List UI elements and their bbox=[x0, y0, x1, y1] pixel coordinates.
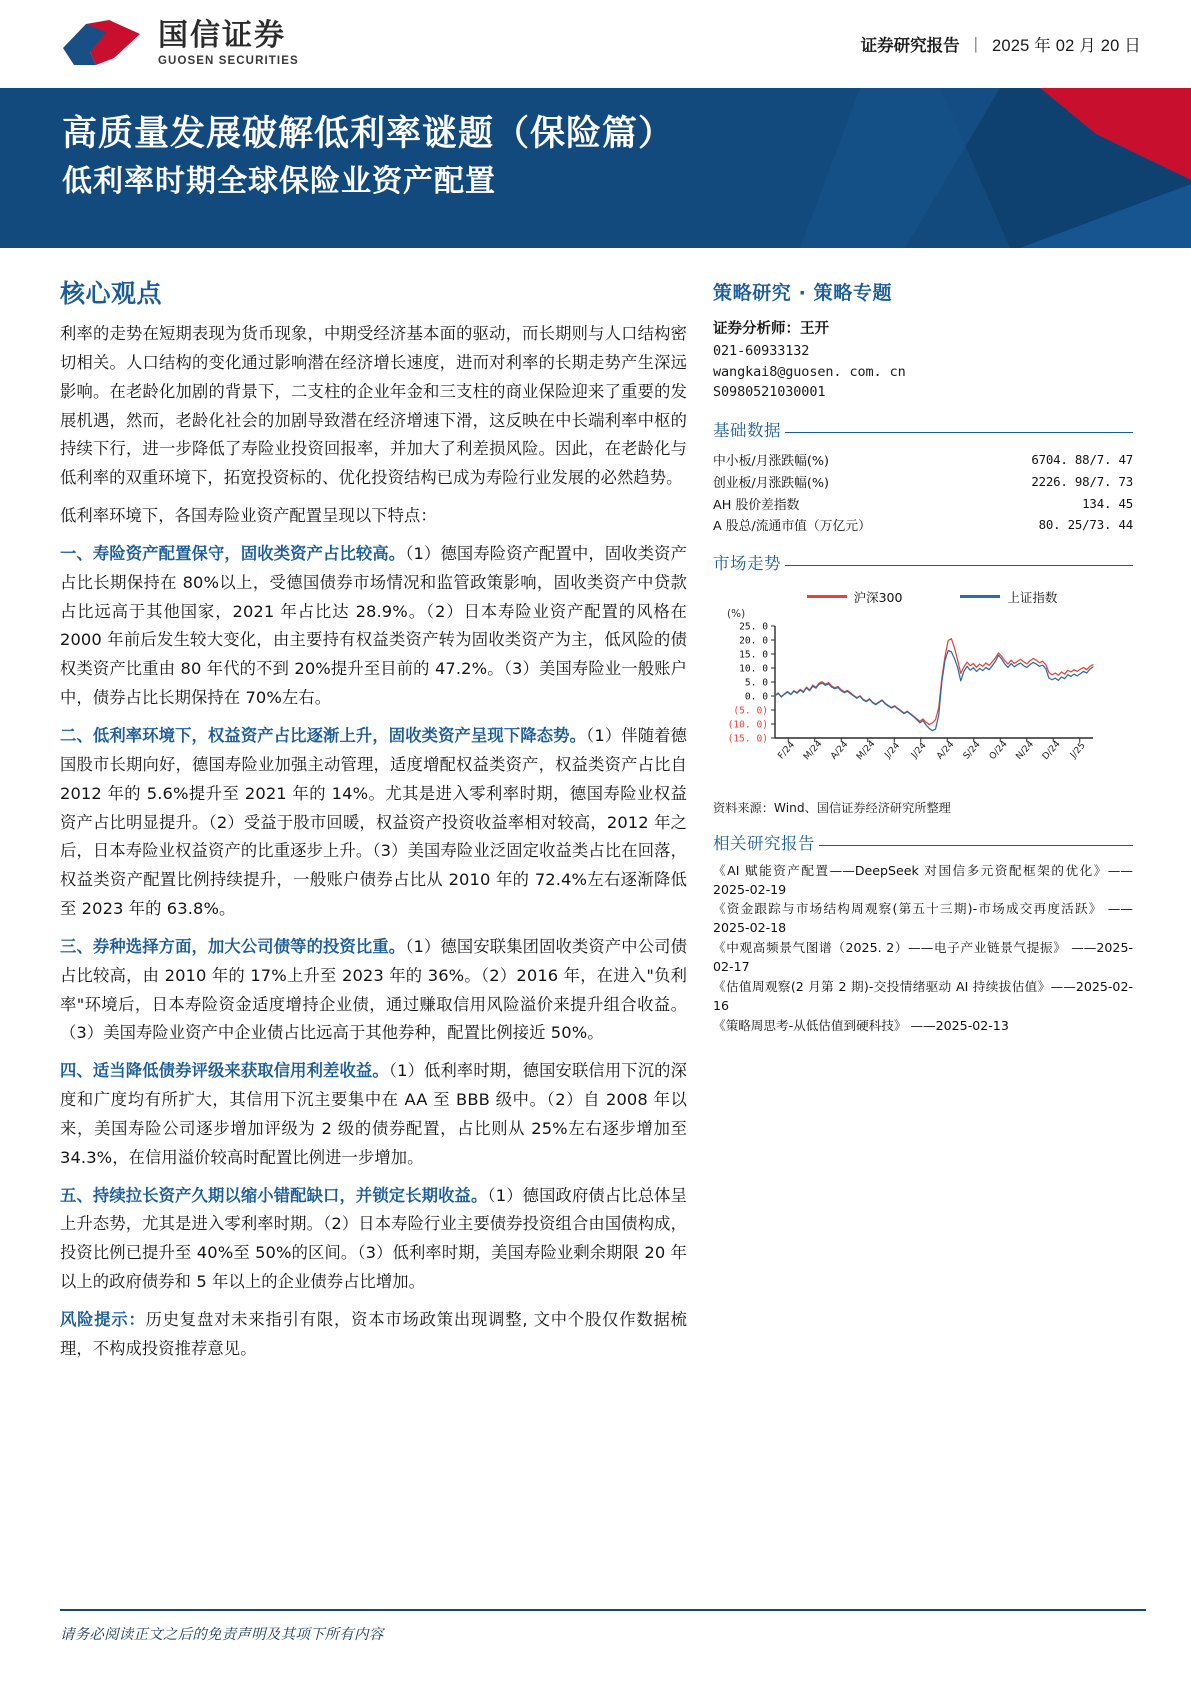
table-row bbox=[713, 449, 1133, 471]
market-trend-chart bbox=[713, 588, 1133, 793]
list-item[interactable]: 《策略周思考-从低估值到硬科技》 ——2025-02-13 bbox=[713, 1017, 1009, 1033]
svg-text:(5. 0): (5. 0) bbox=[733, 705, 768, 717]
report-date: 2025 年 02 月 20 日 bbox=[991, 37, 1141, 55]
core-viewpoint-heading: 核心观点 bbox=[60, 279, 163, 308]
page-footer bbox=[60, 1609, 1146, 1644]
market-trend-header bbox=[713, 550, 1133, 574]
sidebar-column bbox=[713, 274, 1133, 1373]
point-paragraph-4 bbox=[60, 1057, 687, 1172]
chart-source-note: 资料来源：Wind、国信证券经济研究所整理 bbox=[713, 800, 951, 815]
report-type-label: 证券研究报告 bbox=[860, 37, 960, 55]
main-column bbox=[60, 274, 687, 1373]
svg-text:A/24: A/24 bbox=[935, 739, 957, 762]
basic-data-table bbox=[713, 449, 1133, 536]
brand-name-cn: 国信证券 bbox=[158, 17, 286, 53]
svg-text:20. 0: 20. 0 bbox=[739, 635, 768, 647]
svg-text:M/24: M/24 bbox=[802, 738, 825, 762]
svg-text:M/24: M/24 bbox=[855, 738, 878, 762]
page-header bbox=[0, 0, 1191, 88]
lead-in-paragraph: 低利率环境下，各国寿险业资产配置呈现以下特点： bbox=[60, 506, 437, 526]
research-category: 策略研究 · 策略专题 bbox=[713, 282, 893, 304]
page-content bbox=[0, 248, 1191, 1373]
point-body-3: （1）德国安联集团固收类资产中公司债占比较高，由 2010 年的 17%上升至 2023 年的 36%。（2）2016 年，在进入"负利率"环境后，日本寿险资金适度增持企业债，通过赚取信用风险溢价来提升组合收益。（3）美国寿险业资产中企业债占比远高于其他券种，配置比例接近 50%。 bbox=[60, 936, 687, 1043]
analyst-email[interactable]: wangkai8@guosen. com. cn bbox=[713, 363, 906, 380]
risk-warning-paragraph bbox=[60, 1306, 687, 1364]
basic-data-value-3: 80. 25/73. 44 bbox=[1038, 517, 1133, 533]
risk-warning-body: 历史复盘对未来指引有限，资本市场政策出现调整, 文中个股仅作数据梳理，不构成投资推荐意见。 bbox=[60, 1310, 687, 1358]
point-body-1: （1）德国寿险资产配置中，固收类资产占比长期保持在 80%以上，受德国债券市场情况和监管政策影响，固收类资产中贷款占比远高于其他国家，2021 年占比达 28.9%。（2）日本寿险业资产配置的风格在 2000 年前后发生较大变化，由主要持有权益类资产转为固收类资产为主，低风险的债权类资产比重由 80 年代的不到 20%提升至目前的 47.2%。（3）美国寿险业一般账户中，债券占比长期保持在 70%左右。 bbox=[60, 543, 687, 708]
trend-line-chart bbox=[713, 620, 1103, 788]
basic-data-header bbox=[713, 417, 1133, 441]
guosen-logo-icon bbox=[60, 18, 144, 70]
related-reports-header bbox=[713, 830, 1133, 854]
table-row bbox=[713, 514, 1133, 536]
legend-label-hs300: 沪深300 bbox=[853, 589, 903, 605]
point-paragraph-1 bbox=[60, 540, 687, 713]
legend-item-sse bbox=[960, 588, 1057, 606]
point-lead-1: 一、寿险资产配置保守，固收类资产占比较高。 bbox=[60, 543, 406, 563]
brand-logo bbox=[60, 18, 299, 70]
svg-text:5. 0: 5. 0 bbox=[744, 677, 768, 689]
svg-text:15. 0: 15. 0 bbox=[739, 649, 768, 661]
point-lead-5: 五、持续拉长资产久期以缩小错配缺口，并锁定长期收益。 bbox=[60, 1185, 488, 1205]
point-lead-4: 四、适当降低债券评级来获取信用利差收益。 bbox=[60, 1061, 389, 1081]
svg-text:F/24: F/24 bbox=[776, 739, 798, 761]
list-item[interactable]: 《中观高频景气图谱（2025. 2）——电子产业链景气提振》 ——2025-02-17 bbox=[713, 940, 1133, 975]
basic-data-value-0: 6704. 88/7. 47 bbox=[1031, 451, 1133, 467]
basic-data-label-0: 中小板/月涨跌幅(%) bbox=[713, 453, 830, 469]
svg-text:N/24: N/24 bbox=[1014, 739, 1037, 762]
header-meta bbox=[861, 32, 1141, 56]
report-subtitle: 低利率时期全球保险业资产配置 bbox=[62, 163, 496, 199]
list-item[interactable]: 《资金跟踪与市场结构周观察(第五十三期)-市场成交再度活跃》 ——2025-02-18 bbox=[713, 901, 1133, 936]
point-body-4: （1）低利率时期，德国安联信用下沉的深度和广度均有所扩大，其信用下沉主要集中在 AA 至 BBB 级中。（2）自 2008 年以来，美国寿险公司逐步增加评级为 2 级的债券配置，占比则从 25%左右逐步增加至 34.3%，在信用溢价较高时配置比例进一步增加。 bbox=[60, 1061, 687, 1167]
svg-text:10. 0: 10. 0 bbox=[739, 663, 768, 675]
point-lead-3: 三、券种选择方面，加大公司债等的投资比重。 bbox=[60, 936, 406, 956]
analyst-name: 证券分析师：王开 bbox=[713, 321, 829, 337]
basic-data-rule bbox=[785, 432, 1133, 433]
svg-text:J/24: J/24 bbox=[909, 740, 929, 761]
svg-text:J/24: J/24 bbox=[883, 740, 903, 761]
svg-text:A/24: A/24 bbox=[829, 739, 851, 762]
market-trend-title: 市场走势 bbox=[713, 553, 781, 573]
svg-text:J/25: J/25 bbox=[1068, 740, 1088, 761]
point-body-2: （1）伴随着德国股市长期向好，德国寿险业加强主动管理，适度增配权益类资产，权益类资产占比自 2012 年的 5.6%提升至 2021 年的 14%。尤其是进入零利率时期，德国寿险业权益资产占比明显提升。（2）受益于股市回暖，权益资产投资收益率相对较高，2012 年之后，日本寿险业权益资产的比重逐步上升。（3）美国寿险业泛固定收益类占比在回落，权益类资产配置比例持续提升，一般账户债券占比从 2010 年的 72.4%左右逐渐降低至 2023 年的 63.8%。 bbox=[60, 725, 687, 919]
chart-legend bbox=[731, 588, 1133, 606]
footer-divider bbox=[60, 1609, 1146, 1611]
point-paragraph-2 bbox=[60, 722, 687, 924]
footer-disclaimer: 请务必阅读正文之后的免责声明及其项下所有内容 bbox=[60, 1627, 384, 1643]
market-trend-rule bbox=[785, 565, 1133, 566]
brand-name-en: GUOSEN SECURITIES bbox=[158, 54, 299, 67]
point-paragraph-3 bbox=[60, 933, 687, 1048]
basic-data-label-3: A 股总/流通市值（万亿元） bbox=[713, 519, 871, 535]
header-separator: | bbox=[973, 34, 978, 53]
svg-text:O/24: O/24 bbox=[987, 738, 1010, 762]
legend-swatch-sse bbox=[960, 595, 1000, 598]
title-banner bbox=[0, 88, 1191, 248]
svg-text:D/24: D/24 bbox=[1040, 739, 1063, 762]
related-reports-title: 相关研究报告 bbox=[713, 833, 815, 853]
report-title: 高质量发展破解低利率谜题（保险篇） bbox=[62, 114, 675, 154]
basic-data-value-1: 2226. 98/7. 73 bbox=[1031, 473, 1133, 489]
point-paragraph-5 bbox=[60, 1182, 687, 1297]
legend-item-hs300 bbox=[807, 588, 903, 606]
svg-text:S/24: S/24 bbox=[961, 739, 983, 762]
svg-text:0. 0: 0. 0 bbox=[744, 691, 768, 703]
table-row bbox=[713, 492, 1133, 514]
intro-paragraph: 利率的走势在短期表现为货币现象，中期受经济基本面的驱动，而长期则与人口结构密切相关。人口结构的变化通过影响潜在经济增长速度，进而对利率的长期走势产生深远影响。在老龄化加剧的背景下，二支柱的企业年金和三支柱的商业保险迎来了重要的发展机遇，然而，老龄化社会的加剧导致潜在经济增速下滑，这反映在中长端利率中枢的持续下行，进一步降低了寿险业投资回报率，并加大了利差损风险。因此，在老龄化与低利率的双重环境下，拓宽投资标的、优化投资结构已成为寿险行业发展的必然趋势。 bbox=[60, 324, 687, 488]
chart-unit-label: (%) bbox=[727, 607, 746, 620]
point-body-5: （1）德国政府债占比总体呈上升态势，尤其是进入零利率时期。（2）日本寿险行业主要债券投资组合由国债构成，投资比例已提升至 40%至 50%的区间。（3）低利率时期，美国寿险业剩余期限 20 年以上的政府债券和 5 年以上的企业债券占比增加。 bbox=[60, 1185, 688, 1292]
list-item[interactable]: 《AI 赋能资产配置——DeepSeek 对国信多元资配框架的优化》——2025-02-19 bbox=[713, 862, 1133, 897]
risk-warning-lead: 风险提示： bbox=[60, 1310, 146, 1329]
table-row bbox=[713, 470, 1133, 492]
analyst-phone: 021-60933132 bbox=[713, 343, 810, 359]
basic-data-title: 基础数据 bbox=[713, 420, 781, 440]
svg-text:(15. 0): (15. 0) bbox=[727, 733, 768, 745]
basic-data-label-2: AH 股价差指数 bbox=[713, 497, 800, 513]
related-reports-list bbox=[713, 862, 1133, 1036]
related-reports-rule bbox=[819, 845, 1133, 846]
analyst-license: S0980521030001 bbox=[713, 384, 826, 401]
svg-text:(10. 0): (10. 0) bbox=[727, 719, 768, 731]
point-lead-2: 二、低利率环境下，权益资产占比逐渐上升，固收类资产呈现下降态势。 bbox=[60, 725, 587, 745]
list-item[interactable]: 《估值周观察(2 月第 2 期)-交投情绪驱动 AI 持续拔估值》——2025-02-16 bbox=[713, 979, 1133, 1013]
basic-data-label-1: 创业板/月涨跌幅(%) bbox=[713, 475, 830, 491]
legend-swatch-hs300 bbox=[807, 595, 847, 598]
svg-text:25. 0: 25. 0 bbox=[739, 621, 768, 633]
legend-label-sse: 上证指数 bbox=[1007, 589, 1058, 605]
basic-data-value-2: 134. 45 bbox=[1082, 495, 1133, 511]
